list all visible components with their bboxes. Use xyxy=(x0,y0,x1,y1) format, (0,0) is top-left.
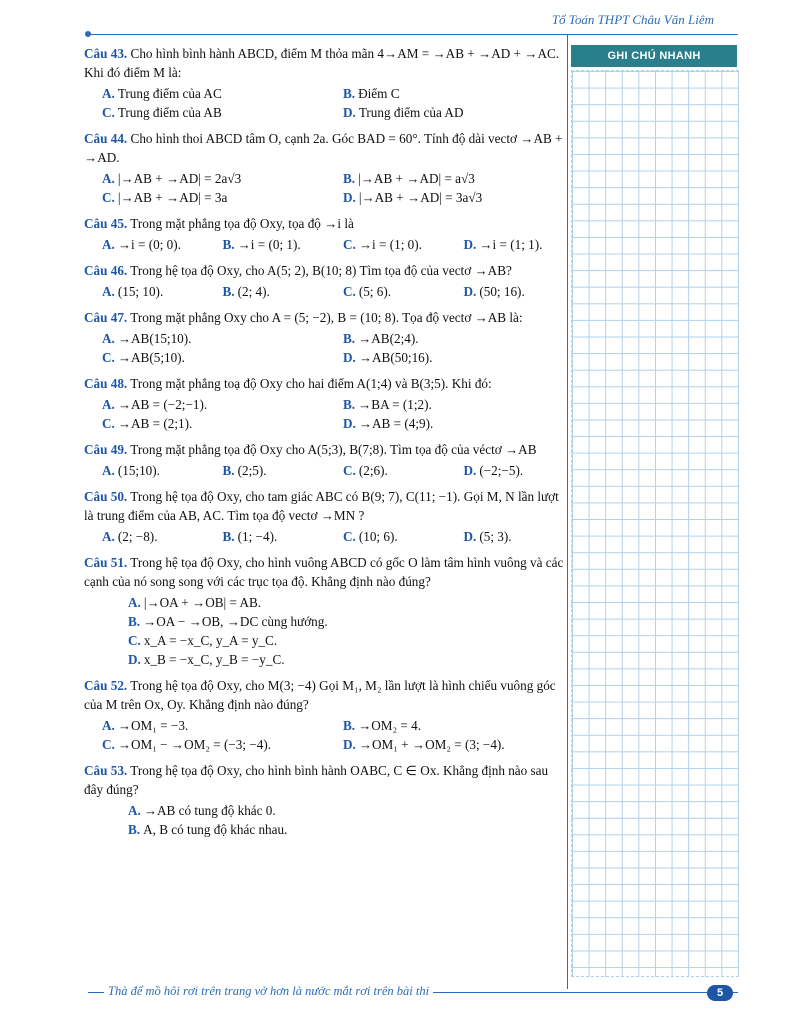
question-number: Câu 50. xyxy=(84,489,128,504)
answer-option[interactable] xyxy=(84,716,325,735)
option-letter: A. xyxy=(128,595,141,610)
option-letter: A. xyxy=(102,718,115,733)
question-block xyxy=(84,129,566,214)
header-rule-dot xyxy=(85,31,91,37)
question-number: Câu 43. xyxy=(84,46,128,61)
question-list xyxy=(84,44,566,846)
option-text: →OM₂ = 4. xyxy=(358,718,422,733)
option-text: A, B có tung độ khác nhau. xyxy=(143,822,288,837)
option-text: (2;5). xyxy=(237,463,267,478)
option-letter: B. xyxy=(343,331,356,346)
option-letter: D. xyxy=(463,463,477,478)
question-text: Cho hình thoi ABCD tâm O, cạnh 2a. Góc BAD = 60°. Tính độ dài vectơ →AB + →AD. xyxy=(84,131,563,165)
question-text: Trong mặt phẳng tọa độ Oxy, tọa độ →i là xyxy=(130,216,354,231)
option-letter: B. xyxy=(222,284,235,299)
question-number: Câu 51. xyxy=(84,555,128,570)
option-text: →i = (1; 1). xyxy=(479,237,543,252)
answer-option[interactable] xyxy=(325,461,446,480)
option-letter: C. xyxy=(128,633,141,648)
answer-option[interactable] xyxy=(205,282,326,301)
question-number: Câu 47. xyxy=(84,310,128,325)
question-stem xyxy=(84,374,566,393)
option-letter: A. xyxy=(102,463,115,478)
option-letter: A. xyxy=(102,171,115,186)
question-block xyxy=(84,308,566,374)
option-text: Trung điểm của AC xyxy=(117,86,222,101)
question-stem xyxy=(84,261,566,280)
option-letter: B. xyxy=(343,86,356,101)
option-text: →BA = (1;2). xyxy=(358,397,432,412)
option-text: x_B = −x_C, y_B = −y_C. xyxy=(143,652,285,667)
answer-options xyxy=(84,169,566,207)
answer-option[interactable] xyxy=(84,461,205,480)
page-number: 5 xyxy=(707,985,733,1001)
option-letter: C. xyxy=(102,105,115,120)
question-block xyxy=(84,676,566,761)
question-number: Câu 53. xyxy=(84,763,128,778)
option-letter: A. xyxy=(102,237,115,252)
option-letter: B. xyxy=(222,529,235,544)
option-letter: A. xyxy=(102,284,115,299)
option-text: →OM₁ = −3. xyxy=(117,718,189,733)
option-letter: D. xyxy=(463,284,477,299)
answer-option[interactable] xyxy=(205,461,326,480)
option-text: (2; 4). xyxy=(237,284,270,299)
answer-options xyxy=(84,282,566,301)
option-text: →OM₁ + →OM₂ = (3; −4). xyxy=(358,737,505,752)
question-stem xyxy=(84,440,566,459)
question-stem xyxy=(84,553,566,591)
option-text: →i = (0; 1). xyxy=(237,237,301,252)
option-letter: C. xyxy=(343,237,356,252)
option-text: |→AB + →AD| = 3a√3 xyxy=(358,190,483,205)
question-stem xyxy=(84,214,566,233)
answer-option[interactable] xyxy=(84,84,325,103)
answer-option[interactable] xyxy=(325,329,566,348)
question-block xyxy=(84,553,566,676)
question-stem xyxy=(84,676,566,714)
option-text: →AB(50;16). xyxy=(358,350,433,365)
option-letter: C. xyxy=(102,350,115,365)
answer-option[interactable] xyxy=(84,820,566,839)
answer-option[interactable] xyxy=(84,593,566,612)
option-letter: B. xyxy=(128,614,141,629)
answer-option[interactable] xyxy=(84,103,325,122)
option-letter: D. xyxy=(128,652,141,667)
answer-option[interactable] xyxy=(205,235,326,254)
option-text: (10; 6). xyxy=(358,529,398,544)
answer-options xyxy=(84,527,566,546)
answer-option[interactable] xyxy=(84,801,566,820)
option-text: |→AB + →AD| = 2a√3 xyxy=(117,171,242,186)
option-letter: A. xyxy=(102,397,115,412)
answer-option[interactable] xyxy=(84,235,205,254)
answer-options xyxy=(84,395,566,433)
answer-options xyxy=(84,329,566,367)
option-text: Điểm C xyxy=(358,86,400,101)
question-text: Trong hệ tọa độ Oxy, cho hình bình hành OABC, C ∈ Ox. Khẳng định nào sau đây đúng? xyxy=(84,763,549,797)
answer-option[interactable] xyxy=(325,235,446,254)
answer-option[interactable] xyxy=(205,527,326,546)
answer-option[interactable] xyxy=(84,612,566,631)
question-text: Trong hệ tọa độ Oxy, cho tam giác ABC có B(9; 7), C(11; −1). Gọi M, N lần lượt là trung điểm của AB, AC. Tìm tọa độ vectơ →MN ? xyxy=(84,489,559,523)
answer-option[interactable] xyxy=(446,527,567,546)
option-text: (2; −8). xyxy=(117,529,158,544)
option-letter: A. xyxy=(102,331,115,346)
answer-option[interactable] xyxy=(84,650,566,669)
option-letter: C. xyxy=(102,190,115,205)
answer-option[interactable] xyxy=(446,235,567,254)
answer-option[interactable] xyxy=(84,348,325,367)
option-text: (1; −4). xyxy=(237,529,278,544)
option-text: →AB có tung độ khác 0. xyxy=(143,803,276,818)
answer-options xyxy=(84,461,566,480)
option-letter: B. xyxy=(128,822,141,837)
option-text: (5; 3). xyxy=(479,529,512,544)
question-text: Trong mặt phẳng toạ độ Oxy cho hai điểm A(1;4) và B(3;5). Khi đó: xyxy=(130,376,492,391)
option-text: (15;10). xyxy=(117,463,160,478)
answer-option[interactable] xyxy=(84,735,325,754)
answer-option[interactable] xyxy=(325,348,566,367)
option-text: |→AB + →AD| = a√3 xyxy=(358,171,475,186)
question-block xyxy=(84,374,566,440)
option-letter: C. xyxy=(343,463,356,478)
option-letter: C. xyxy=(102,416,115,431)
question-block xyxy=(84,487,566,553)
answer-option[interactable] xyxy=(446,282,567,301)
answer-option[interactable] xyxy=(84,188,325,207)
option-text: →AB = (2;1). xyxy=(117,416,193,431)
question-number: Câu 48. xyxy=(84,376,128,391)
option-letter: D. xyxy=(343,190,356,205)
option-letter: D. xyxy=(343,416,356,431)
option-text: Trung điểm của AD xyxy=(358,105,464,120)
answer-option[interactable] xyxy=(84,395,325,414)
answer-option[interactable] xyxy=(325,527,446,546)
answer-option[interactable] xyxy=(325,282,446,301)
question-number: Câu 46. xyxy=(84,263,128,278)
question-stem xyxy=(84,487,566,525)
answer-option[interactable] xyxy=(446,461,567,480)
option-letter: A. xyxy=(128,803,141,818)
quick-notes-grid[interactable] xyxy=(571,70,739,977)
question-text: Trong hệ tọa độ Oxy, cho hình vuông ABCD có gốc O làm tâm hình vuông và các cạnh của nó song song với các trục tọa độ. Khẳng định nào đúng? xyxy=(84,555,564,589)
answer-option[interactable] xyxy=(84,329,325,348)
answer-options xyxy=(84,593,566,669)
option-text: →i = (0; 0). xyxy=(117,237,181,252)
option-text: →AB(15;10). xyxy=(117,331,192,346)
option-letter: B. xyxy=(222,463,235,478)
option-letter: D. xyxy=(463,529,477,544)
option-text: |→AB + →AD| = 3a xyxy=(117,190,228,205)
header-rule xyxy=(88,34,738,35)
question-block xyxy=(84,440,566,487)
question-number: Câu 45. xyxy=(84,216,128,231)
option-letter: C. xyxy=(102,737,115,752)
answer-option[interactable] xyxy=(325,103,566,122)
header-title: Tổ Toán THPT Châu Văn Liêm xyxy=(551,12,714,27)
option-text: |→OA + →OB| = AB. xyxy=(143,595,262,610)
answer-option[interactable] xyxy=(325,395,566,414)
question-text: Trong hệ tọa độ Oxy, cho A(5; 2), B(10; 8) Tìm tọa độ của vectơ →AB? xyxy=(130,263,512,278)
option-letter: A. xyxy=(102,529,115,544)
answer-option[interactable] xyxy=(325,735,566,754)
answer-option[interactable] xyxy=(325,169,566,188)
answer-option[interactable] xyxy=(325,84,566,103)
notes-divider xyxy=(567,34,568,989)
answer-option[interactable] xyxy=(84,527,205,546)
option-text: (−2;−5). xyxy=(479,463,524,478)
answer-options xyxy=(84,716,566,754)
option-text: x_A = −x_C, y_A = y_C. xyxy=(143,633,278,648)
option-letter: C. xyxy=(343,284,356,299)
answer-options xyxy=(84,801,566,839)
question-text: Cho hình bình hành ABCD, điểm M thỏa mãn 4→AM = →AB + →AD + →AC. Khi đó điểm M là: xyxy=(84,46,560,80)
option-letter: D. xyxy=(343,105,356,120)
answer-options xyxy=(84,235,566,254)
question-number: Câu 44. xyxy=(84,131,128,146)
quick-notes-title: GHI CHÚ NHANH xyxy=(571,45,737,67)
option-letter: B. xyxy=(343,718,356,733)
answer-option[interactable] xyxy=(84,414,325,433)
answer-option[interactable] xyxy=(325,188,566,207)
question-text: Trong mặt phẳng Oxy cho A = (5; −2), B = (10; 8). Tọa độ vectơ →AB là: xyxy=(130,310,523,325)
question-block xyxy=(84,44,566,129)
question-stem xyxy=(84,308,566,327)
answer-option[interactable] xyxy=(325,414,566,433)
question-stem xyxy=(84,761,566,799)
option-text: →i = (1; 0). xyxy=(358,237,422,252)
question-block xyxy=(84,261,566,308)
option-letter: C. xyxy=(343,529,356,544)
option-text: →AB(2;4). xyxy=(358,331,419,346)
question-block xyxy=(84,761,566,846)
question-text: Trong mặt phẳng tọa độ Oxy cho A(5;3), B(7;8). Tìm tọa độ của véctơ →AB xyxy=(130,442,537,457)
option-text: Trung điểm của AB xyxy=(117,105,222,120)
question-stem xyxy=(84,129,566,167)
option-text: (2;6). xyxy=(358,463,388,478)
answer-options xyxy=(84,84,566,122)
question-block xyxy=(84,214,566,261)
option-text: (5; 6). xyxy=(358,284,392,299)
footer-motto: Thà để mồ hôi rơi trên trang vở hơn là nước mắt rơi trên bài thi xyxy=(104,984,433,999)
question-number: Câu 52. xyxy=(84,678,128,693)
question-text: Trong hệ tọa độ Oxy, cho M(3; −4) Gọi M₁, M₂ lần lượt là hình chiếu vuông góc của M trên Ox, Oy. Khẳng định nào đúng? xyxy=(84,678,556,712)
answer-option[interactable] xyxy=(84,631,566,650)
question-stem xyxy=(84,44,566,82)
answer-option[interactable] xyxy=(84,169,325,188)
option-text: →AB = (4;9). xyxy=(358,416,434,431)
option-letter: B. xyxy=(343,397,356,412)
option-text: →AB(5;10). xyxy=(117,350,185,365)
answer-option[interactable] xyxy=(325,716,566,735)
option-text: (50; 16). xyxy=(479,284,525,299)
option-letter: D. xyxy=(343,737,356,752)
option-letter: B. xyxy=(343,171,356,186)
option-text: →OA − →OB, →DC cùng hướng. xyxy=(143,614,328,629)
option-text: →AB = (−2;−1). xyxy=(117,397,208,412)
option-letter: D. xyxy=(343,350,356,365)
answer-option[interactable] xyxy=(84,282,205,301)
question-number: Câu 49. xyxy=(84,442,128,457)
option-letter: A. xyxy=(102,86,115,101)
option-text: →OM₁ − →OM₂ = (−3; −4). xyxy=(117,737,272,752)
option-letter: B. xyxy=(222,237,235,252)
option-text: (15; 10). xyxy=(117,284,164,299)
option-letter: D. xyxy=(463,237,477,252)
